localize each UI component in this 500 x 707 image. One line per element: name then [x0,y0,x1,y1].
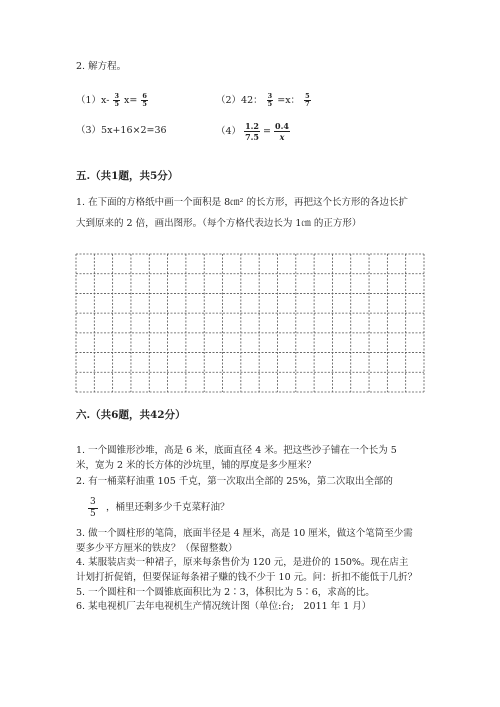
eq4-frac1-den: 7.5 [245,132,259,142]
section-6-q3-line1: 3. 做一个圆柱形的笔筒，底面半径是 4 厘米，高是 10 厘米，做这个笔筒至少需 [76,528,413,539]
equation-4 [216,121,290,142]
section-6-title: 六.（共6题，共42分） [76,409,186,421]
eq4-fraction-1 [244,121,260,142]
equation-2 [216,93,312,108]
eq2-lhs: 42： [241,95,263,106]
section-6-q4-line2: 计划打折促销，但要保证每条裙子赚的钱不少于 10 元。问：折扣不能低于几折？ [76,572,418,583]
eq1-frac1-den: 5 [114,100,120,108]
eq4-equals: = [263,126,271,137]
section-6-q2-line1: 2. 有一桶菜籽油重 105 千克，第一次取出全部的 25%，第二次取出全部的 [76,476,393,487]
section-6-q2-fraction [88,497,98,520]
section-6-q1-line2: 米，宽为 2 米的长方体的沙坑里，铺的厚度是多少厘米？ [76,460,317,471]
eq2-label: （2） [216,95,242,106]
section-6-q4-line1: 4. 某服装店卖一种裙子，原来每条售价为 120 元，是进价的 150%。现在店主 [76,557,409,568]
eq1-frac1-num: 3 [114,92,120,100]
section-5-q1-line1: 1. 在下面的方格纸中画一个面积是 8㎝² 的长方形，再把这个长方形的各边长扩 [76,197,408,208]
eq4-frac1-num: 1.2 [245,121,259,131]
eq1-frac2-den: 5 [142,100,147,108]
eq2-frac2-den: 7 [305,100,310,108]
section-6-q6-line1: 6. 某电视机厂去年电视机生产情况统计图（单位:台; 2011 年 1 月） [76,601,372,612]
eq1-lhs: x- [101,95,110,106]
eq4-frac2-den: x [279,132,285,142]
section-6-q2-line2: ，桶里还剩多少千克菜籽油？ [106,502,230,513]
equation-1 [76,93,149,108]
square-grid-paper[interactable] [75,253,425,393]
eq4-frac2-num: 0.4 [275,121,289,131]
eq4-fraction-2 [274,121,290,142]
eq3-label: （3） [76,125,102,136]
q2-frac-num: 3 [90,497,96,507]
eq2-mid: =x： [277,95,301,106]
section-5-q1-line2: 大到原来的 2 倍，画出图形。（每个方格代表边长为 1㎝ 的正方形） [76,218,362,229]
eq4-label: （4） [216,126,242,137]
section-6-q1-line1: 1. 一个圆锥形沙堆，高是 6 米，底面直径 4 米。把这些沙子铺在一个长为 5 [76,445,397,456]
eq1-mid: x= [124,95,138,106]
q2-heading: 2. 解方程。 [76,61,127,72]
eq2-frac1-den: 5 [267,100,273,108]
section-6-q3-line2: 要多少平方厘米的铁皮？（保留整数） [76,543,238,554]
eq2-frac2-num: 5 [305,92,310,100]
eq3-text: 5x+16×2=36 [101,125,167,136]
eq2-fraction-1 [267,93,274,108]
section-5-title: 五.（共1题，共5分） [76,170,179,182]
eq1-fraction-2 [141,93,148,108]
eq1-frac2-num: 6 [142,92,147,100]
eq2-frac1-num: 3 [267,92,273,100]
eq1-label: （1） [76,95,102,106]
equation-3 [76,125,167,137]
q2-frac-den: 5 [90,509,96,519]
section-6-q5-line1: 5. 一个圆柱和一个圆锥底面积比为 2∶3，体积比为 5∶6，求高的比。 [76,587,375,598]
eq2-fraction-2 [304,93,311,108]
eq1-fraction-1 [113,93,120,108]
